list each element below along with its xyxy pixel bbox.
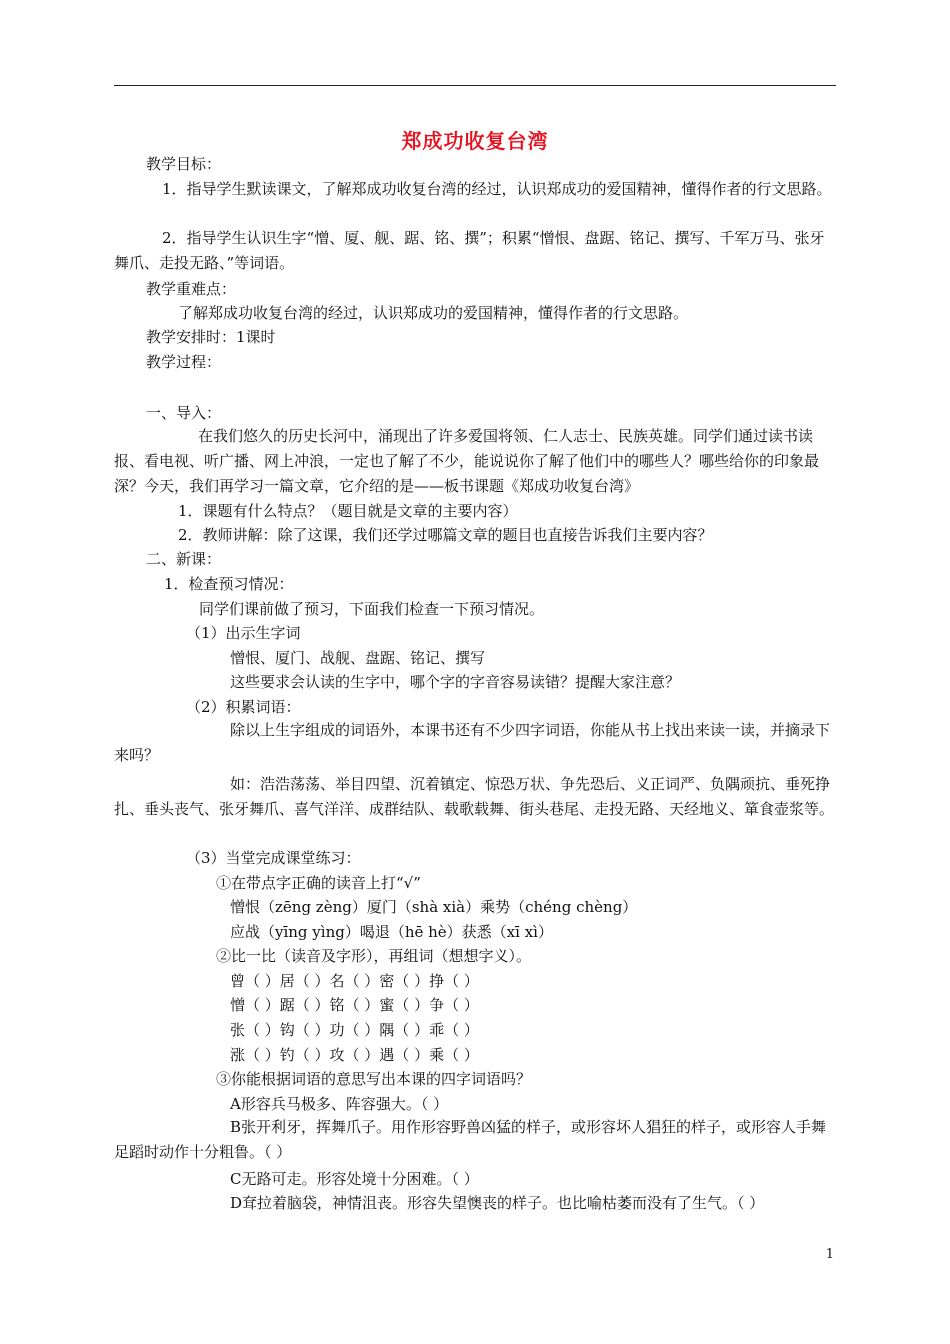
exercise-3-item-c: C无路可走。形容处境十分困难。（ ） <box>230 1170 479 1188</box>
intro-question-2: 2．教师讲解：除了这课，我们还学过哪篇文章的题目也直接告诉我们主要内容？ <box>178 526 713 544</box>
exercise-2-row-3: 张（ ）钩（ ）功（ ）隅（ ）乖（ ） <box>230 1021 479 1039</box>
new-words-list: 憎恨、厦门、战舰、盘踞、铭记、撰写 <box>230 649 486 667</box>
exercise-3-item-a: A形容兵马极多、阵容强大。（ ） <box>230 1095 449 1113</box>
exercise-1-prompt: ①在带点字正确的读音上打“√” <box>216 874 421 892</box>
exercise-3-item-b: B张开利牙，挥舞爪子。用作形容野兽凶猛的样子，或形容坏人猖狂的样子，或形容人手舞足蹈时动作十分粗鲁。（ ） <box>114 1118 827 1161</box>
exercise-3-prompt: ③你能根据词语的意思写出本课的四字词语吗？ <box>216 1070 532 1088</box>
schedule-line: 教学安排时：1课时 <box>146 328 276 346</box>
header-rule <box>114 85 836 86</box>
section-heading-goals: 教学目标： <box>146 155 222 173</box>
new-words-question: 这些要求会认读的生字中，哪个字的字音容易读错？提醒大家注意？ <box>230 673 681 691</box>
keypoints-paragraph: 了解郑成功收复台湾的经过，认识郑成功的爱国精神，懂得作者的行文思路。 <box>178 304 689 322</box>
exercise-2-row-2: 憎（ ）踞（ ）铭（ ）蜜（ ）争（ ） <box>230 996 479 1014</box>
section-heading-process: 教学过程： <box>146 353 222 371</box>
section-heading-new-lesson: 二、新课： <box>146 550 222 568</box>
exercise-2-prompt: ②比一比（读音及字形），再组词（想想字义）。 <box>216 947 532 965</box>
step-check-preview: 1．检查预习情况： <box>164 575 294 593</box>
goal-paragraph-2: 2．指导学生认识生字“憎、厦、舰、踞、铭、撰”；积累“憎恨、盘踞、铭记、撰写、千军万马、张牙舞爪、走投无路、”等词语。 <box>114 229 825 272</box>
intro-paragraph: 在我们悠久的历史长河中，涌现出了许多爱国将领、仁人志士、民族英雄。同学们通过读书读报、看电视、听广播、网上冲浪，一定也了解了不少，能说说你了解了他们中的哪些人？哪些给你的印象最深？今天，我们再学习一篇文章，它介绍的是——板书课题《郑成功收复台湾》 <box>114 427 820 495</box>
exercise-2-row-1: 曾（ ）居（ ）名（ ）密（ ）挣（ ） <box>230 972 479 990</box>
intro-question-1: 1．课题有什么特点？（题目就是文章的主要内容） <box>178 502 518 520</box>
section-heading-keypoints: 教学重难点： <box>146 280 237 298</box>
page-number: 1 <box>825 1247 834 1262</box>
exercise-3-item-d: D耷拉着脑袋，神情沮丧。形容失望懊丧的样子。也比喻枯萎而没有了生气。（ ） <box>230 1194 765 1212</box>
goal-paragraph-1: 1．指导学生默读课文，了解郑成功收复台湾的经过，认识郑成功的爱国精神，懂得作者的行文思路。 <box>162 180 832 198</box>
substep-classroom-exercise: （3）当堂完成课堂练习： <box>186 849 361 867</box>
accumulate-paragraph: 除以上生字组成的词语外，本课书还有不少四字词语，你能从书上找出来读一读，并摘录下来吗？ <box>114 721 831 764</box>
substep-show-words: （1）出示生字词 <box>186 624 301 642</box>
exercise-2-row-4: 涨（ ）钓（ ）攻（ ）遇（ ）乘（ ） <box>230 1046 479 1064</box>
document-title: 郑成功收复台湾 <box>401 129 549 153</box>
preview-paragraph: 同学们课前做了预习，下面我们检查一下预习情况。 <box>199 600 545 618</box>
exercise-1-line-1: 憎恨（zēng zèng）厦门（shà xià）乘势（chéng chèng） <box>230 898 638 916</box>
exercise-1-line-2: 应战（yīng yìng）喝退（hē hè）获悉（xī xì） <box>230 923 553 941</box>
section-heading-intro: 一、导入： <box>146 404 222 422</box>
substep-accumulate-words: （2）积累词语： <box>186 698 301 716</box>
four-char-words-paragraph: 如：浩浩荡荡、举目四望、沉着镇定、惊恐万状、争先恐后、义正词严、负隅顽抗、垂死挣扎、垂头丧气、张牙舞爪、喜气洋洋、成群结队、载歌载舞、街头巷尾、走投无路、天经地义、箪食壶浆等。 <box>114 775 835 818</box>
